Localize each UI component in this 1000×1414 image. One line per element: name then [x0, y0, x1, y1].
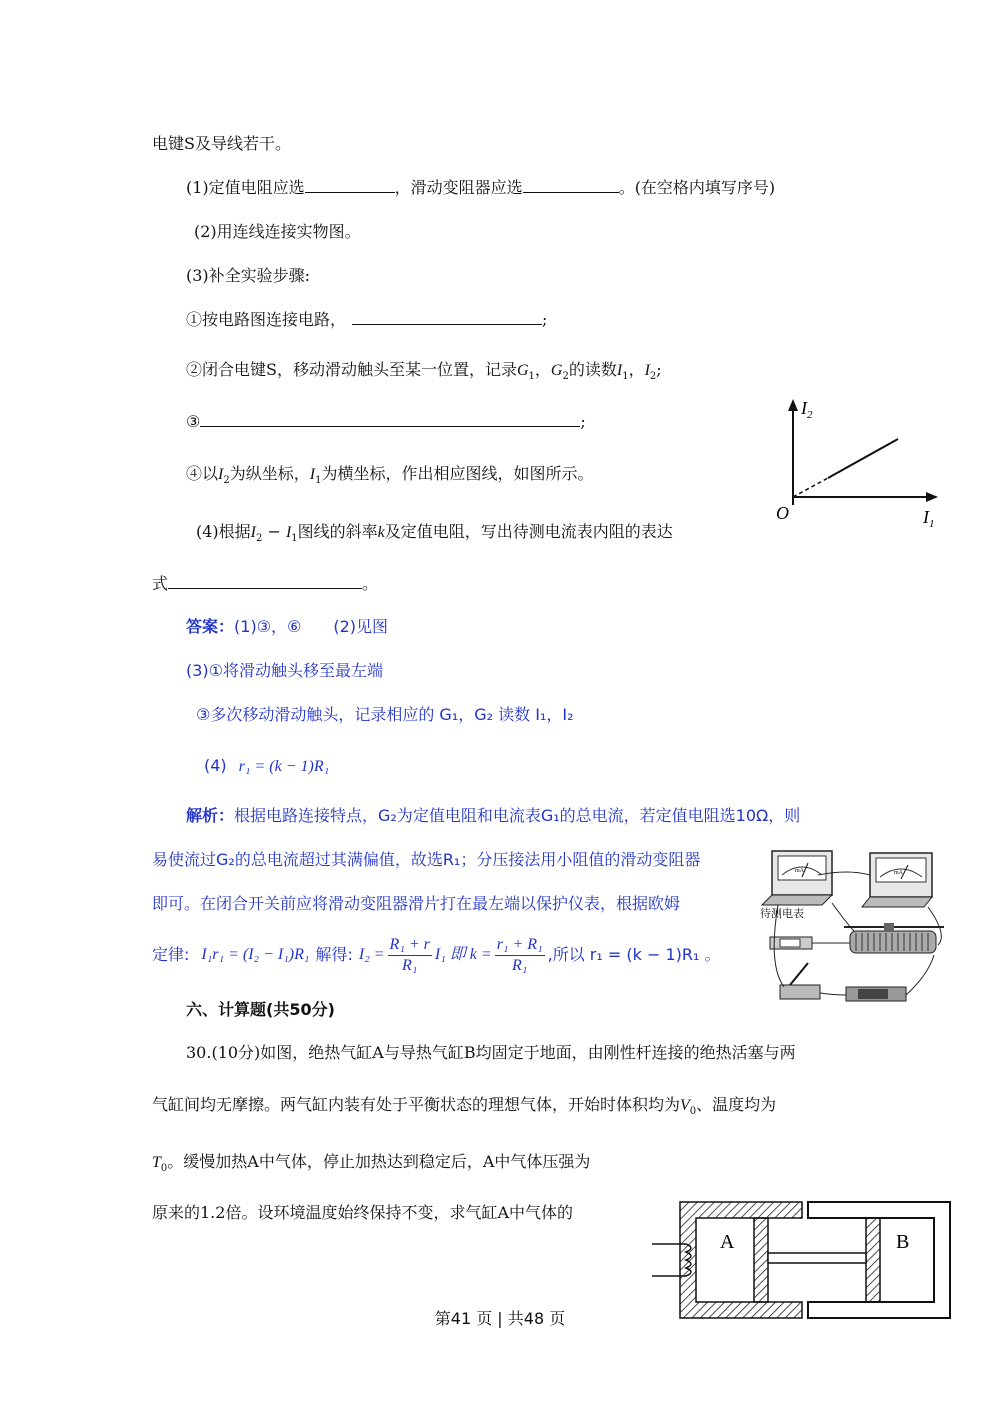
problem-30-line-1	[186, 1043, 796, 1062]
resistor	[770, 937, 812, 949]
answer-blank[interactable]	[305, 178, 395, 193]
step-1-text: ①按电路图连接电路，	[186, 310, 347, 329]
answer-5-prefix: (4)	[204, 756, 227, 775]
analysis-line-2	[152, 850, 700, 869]
answer-line-3	[196, 705, 574, 724]
minus: −	[262, 522, 286, 541]
step-3	[186, 412, 586, 431]
graph-line	[828, 439, 898, 478]
analysis-eq-4: ,所以 r₁ = (k − 1)R₁ 。	[547, 945, 721, 965]
meter-label: 待测电表	[760, 908, 804, 920]
page-footer	[0, 1306, 1000, 1329]
problem-text-2a: 气缸间均无摩擦。两气缸内装有处于平衡状态的理想气体，开始时体积均为	[152, 1095, 681, 1114]
symbol-sub: 1	[528, 371, 535, 383]
step-1-end: ;	[542, 310, 548, 329]
step-2-end: ;	[656, 360, 662, 379]
meter-2	[862, 853, 932, 907]
q1-text-c: 。(在空格内填写序号)	[618, 178, 776, 197]
analysis-label: 解析：	[186, 806, 235, 825]
meter-1	[762, 851, 832, 905]
comma: ，	[628, 360, 645, 379]
page-number: 第41 页 | 共48 页	[434, 1309, 566, 1328]
analysis-text-3: 即可。在闭合开关前应将滑动变阻器滑片打在最左端以保护仪表，根据欧姆	[152, 894, 681, 913]
answer-blank[interactable]	[352, 310, 542, 325]
step-4-text-c: 为横坐标，作出相应图线，如图所示。	[321, 464, 594, 483]
symbol-i1: I	[616, 362, 623, 379]
step-4-text-b: 为纵坐标，	[229, 464, 310, 483]
question-4-cont	[152, 574, 378, 593]
step-2-text: ②闭合电键S，移动滑动触头至某一位置，记录	[186, 360, 517, 379]
answer-line-1	[186, 617, 388, 636]
dashed-extension	[793, 478, 828, 497]
section-title	[186, 1000, 335, 1019]
symbol-sub: 2	[649, 371, 657, 383]
symbol-i2: I	[218, 466, 224, 483]
svg-text:mA: mA	[795, 868, 804, 874]
question-2	[194, 222, 361, 241]
fraction-numerator: R₁ + r	[388, 935, 432, 955]
analysis-eq-2: I₂ =	[358, 946, 385, 964]
problem-text-2b: 、温度均为	[696, 1095, 777, 1114]
symbol-sub: 0	[689, 1106, 697, 1118]
answer-blank[interactable]	[523, 178, 619, 193]
problem-30-line-4	[152, 1203, 573, 1222]
answer-line-2	[186, 661, 383, 680]
symbol-t0: T	[152, 1154, 161, 1171]
symbol-sub: 2	[562, 371, 569, 383]
q4-text-d: 式	[152, 574, 169, 593]
step-2-text-b: 的读数	[568, 360, 617, 379]
step-2	[186, 360, 662, 383]
q2-text: (2)用连线连接实物图。	[194, 222, 361, 241]
symbol-g1: G	[516, 362, 529, 379]
analysis-text-1: 根据电路连接特点，G₂为定值电阻和电流表G₁的总电流，若定值电阻选10Ω，则	[234, 806, 801, 825]
fraction-2	[495, 935, 545, 974]
answer-3: (3)①将滑动触头移至最左端	[186, 661, 384, 680]
analysis-line-3	[152, 894, 680, 913]
battery	[846, 987, 906, 1001]
question-4	[196, 522, 673, 545]
x-axis-arrow	[926, 492, 938, 502]
symbol-k: k	[377, 524, 385, 541]
piston-b	[866, 1218, 880, 1302]
symbol-sub: 2	[223, 475, 230, 487]
rigid-rod	[768, 1253, 866, 1263]
piston-a	[754, 1218, 768, 1302]
i2-i1-graph	[770, 395, 950, 535]
answer-1: (1)③，⑥	[234, 617, 302, 636]
q4-text-c: 及定值电阻，写出待测电流表内阻的表达	[384, 522, 673, 541]
step-1	[186, 310, 547, 329]
analysis-text-4b: 解得:	[315, 945, 353, 965]
fraction-numerator: r₁ + R₁	[495, 935, 545, 955]
symbol-sub: 0	[160, 1163, 168, 1175]
q4-text-b: 图线的斜率	[297, 522, 378, 541]
answer-4: ③多次移动滑动触头，记录相应的 G₁，G₂ 读数 I₁，I₂	[196, 705, 574, 724]
rheostat	[844, 923, 944, 953]
question-3	[186, 266, 310, 285]
symbol-i1: I	[309, 466, 316, 483]
svg-text:mA: mA	[894, 870, 903, 876]
step-4	[186, 464, 593, 487]
q4-text-a: (4)根据	[196, 522, 251, 541]
q1-text-a: (1)定值电阻应选	[186, 178, 305, 197]
fraction-1	[388, 935, 432, 974]
symbol-sub: 1	[622, 371, 629, 383]
q1-text-b: ，滑动变阻器应选	[394, 178, 523, 197]
answer-label: 答案：	[186, 617, 235, 636]
analysis-text-2: 易使流过G₂的总电流超过其满偏值，故选R₁；分压接法用小阻值的滑动变阻器	[152, 850, 701, 869]
q4-end: 。	[362, 574, 379, 593]
y-axis-label: $I_2$	[801, 398, 813, 421]
answer-blank[interactable]	[200, 412, 580, 427]
x-axis-label: $I_1$	[923, 507, 935, 530]
analysis-eq-1: I₁r₁ = (I₂ − I₁)R₁	[201, 946, 310, 964]
fraction-denominator: R₁	[402, 956, 418, 974]
symbol-sub: 1	[291, 533, 298, 545]
line-text: 电键S及导线若干。	[152, 134, 291, 153]
symbol-v0: V	[680, 1097, 690, 1114]
symbol-g2: G	[550, 362, 563, 379]
q3-text: (3)补全实验步骤:	[186, 266, 311, 285]
question-1	[186, 178, 775, 197]
analysis-text-4a: 定律:	[152, 945, 190, 965]
problem-text-4: 原来的1.2倍。设环境温度始终保持不变，求气缸A中气体的	[152, 1203, 574, 1222]
cylinder-a-label: A	[720, 1231, 735, 1253]
problem-text-1: 30.(10分)如图，绝热气缸A与导热气缸B均固定于地面，由刚性杆连接的绝热活塞与两	[186, 1043, 796, 1062]
analysis-eq-3: I₁ 即 k =	[434, 946, 492, 964]
comma: ，	[534, 360, 551, 379]
problem-text-3b: 。缓慢加热A中气体，停止加热达到稳定后，A中气体压强为	[167, 1152, 591, 1171]
symbol-sub: 2	[256, 533, 263, 545]
step-4-text-a: ④以	[186, 464, 219, 483]
answer-2: (2)见图	[333, 617, 389, 636]
analysis-line-4	[152, 930, 721, 980]
origin-label: O	[776, 503, 789, 523]
symbol-i2: I	[644, 362, 650, 379]
fraction-denominator: R₁	[511, 956, 528, 974]
answer-blank[interactable]	[168, 574, 362, 589]
answer-line-4	[204, 756, 329, 776]
y-axis-arrow	[788, 399, 798, 411]
symbol-i1: I	[285, 524, 292, 541]
text-line	[152, 134, 291, 153]
answer-5-formula: r₁ = (k − 1)R₁	[238, 758, 330, 775]
cylinder-b-label: B	[896, 1231, 910, 1253]
step-3-end: ;	[580, 412, 586, 431]
step-3-text: ③	[186, 412, 201, 431]
symbol-sub: 1	[315, 475, 322, 487]
problem-30-line-3	[152, 1152, 590, 1175]
analysis-line-1	[186, 806, 800, 825]
problem-30-line-2	[152, 1095, 776, 1118]
section-title-text: 六、计算题(共50分)	[186, 1000, 335, 1019]
symbol-i2: I	[250, 524, 256, 541]
circuit-photo	[758, 845, 958, 1013]
